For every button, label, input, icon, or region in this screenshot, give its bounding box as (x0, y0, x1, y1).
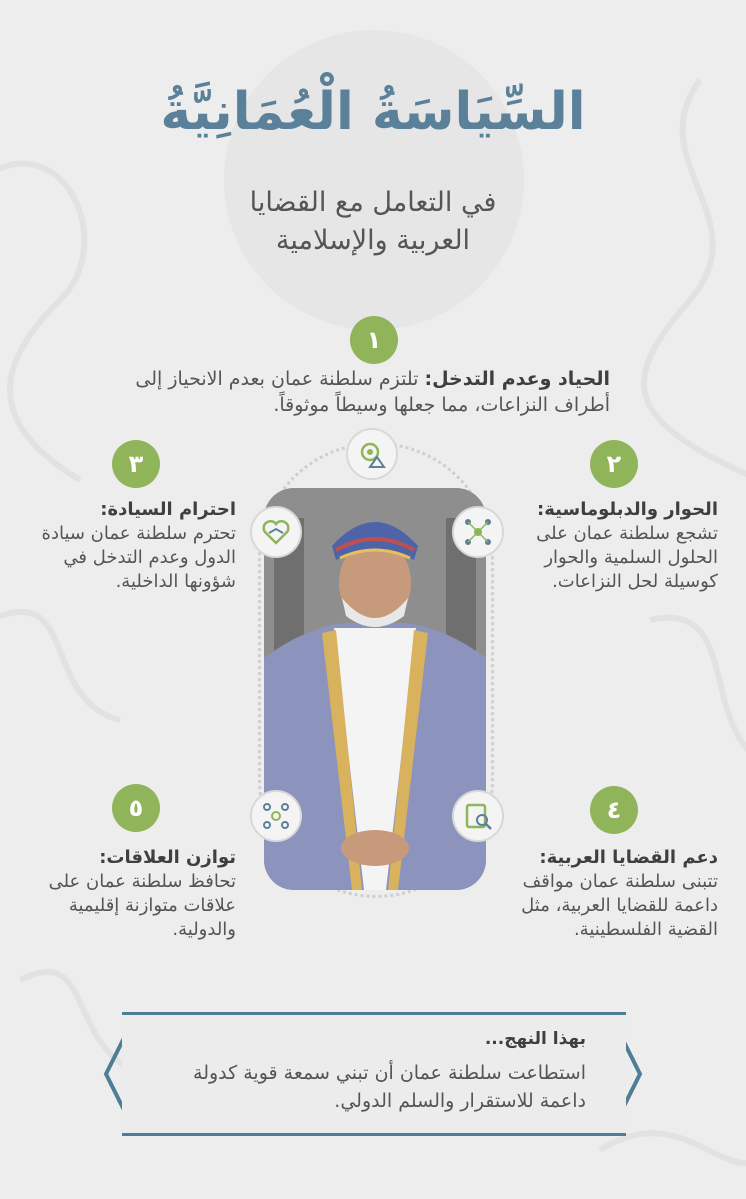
subtitle-line-2: العربية والإسلامية (275, 225, 471, 256)
item-2 (510, 498, 718, 594)
network-icon (452, 506, 504, 558)
item-4-text: تتبنى سلطنة عمان مواقف داعمة للقضايا العربية، مثل القضية الفلسطينية. (521, 871, 718, 940)
title-backdrop-circle (224, 30, 524, 330)
item-4 (510, 846, 718, 942)
item-1-text: تلتزم سلطنة عمان بعدم الانحياز إلى أطراف النزاعات، مما جعلها وسيطاً موثوقاً. (135, 368, 610, 416)
item-3-heading: احترام السيادة: (100, 499, 236, 520)
item-3-text: تحترم سلطنة عمان سيادة الدول وعدم التدخل في شؤونها الداخلية. (41, 523, 236, 592)
item-2-text: تشجع سلطنة عمان على الحلول السلمية والحوار كوسيلة لحل النزاعات. (536, 523, 718, 592)
people-network-icon (250, 790, 302, 842)
page-subtitle (150, 184, 596, 260)
item-3-number: ٣ (112, 440, 160, 488)
subtitle-line-1: في التعامل مع القضايا (249, 187, 497, 218)
item-5-heading: توازن العلاقات: (99, 847, 236, 868)
item-1-heading: الحياد وعدم التدخل: (424, 368, 610, 390)
item-5-number: ٥ (112, 784, 160, 832)
item-1-number: ١ (350, 316, 398, 364)
item-2-heading: الحوار والدبلوماسية: (537, 499, 718, 520)
footer-heading: بهذا النهج... (484, 1029, 586, 1049)
page-title: السِّيَاسَةُ الْعُمَانِيَّةُ (160, 82, 586, 142)
footer-summary-box (122, 1012, 626, 1136)
handshake-heart-icon (250, 506, 302, 558)
item-1 (110, 366, 610, 418)
item-4-heading: دعم القضايا العربية: (539, 847, 718, 868)
item-5 (30, 846, 236, 942)
gear-warning-icon (346, 428, 398, 480)
item-2-number: ٢ (590, 440, 638, 488)
document-search-icon (452, 790, 504, 842)
item-5-text: تحافظ سلطنة عمان على علاقات متوازنة إقليمية والدولية. (48, 871, 236, 940)
item-3 (30, 498, 236, 594)
footer-text: استطاعت سلطنة عمان أن تبني سمعة قوية كدولة داعمة للاستقرار والسلم الدولي. (193, 1062, 586, 1112)
item-4-number: ٤ (590, 786, 638, 834)
